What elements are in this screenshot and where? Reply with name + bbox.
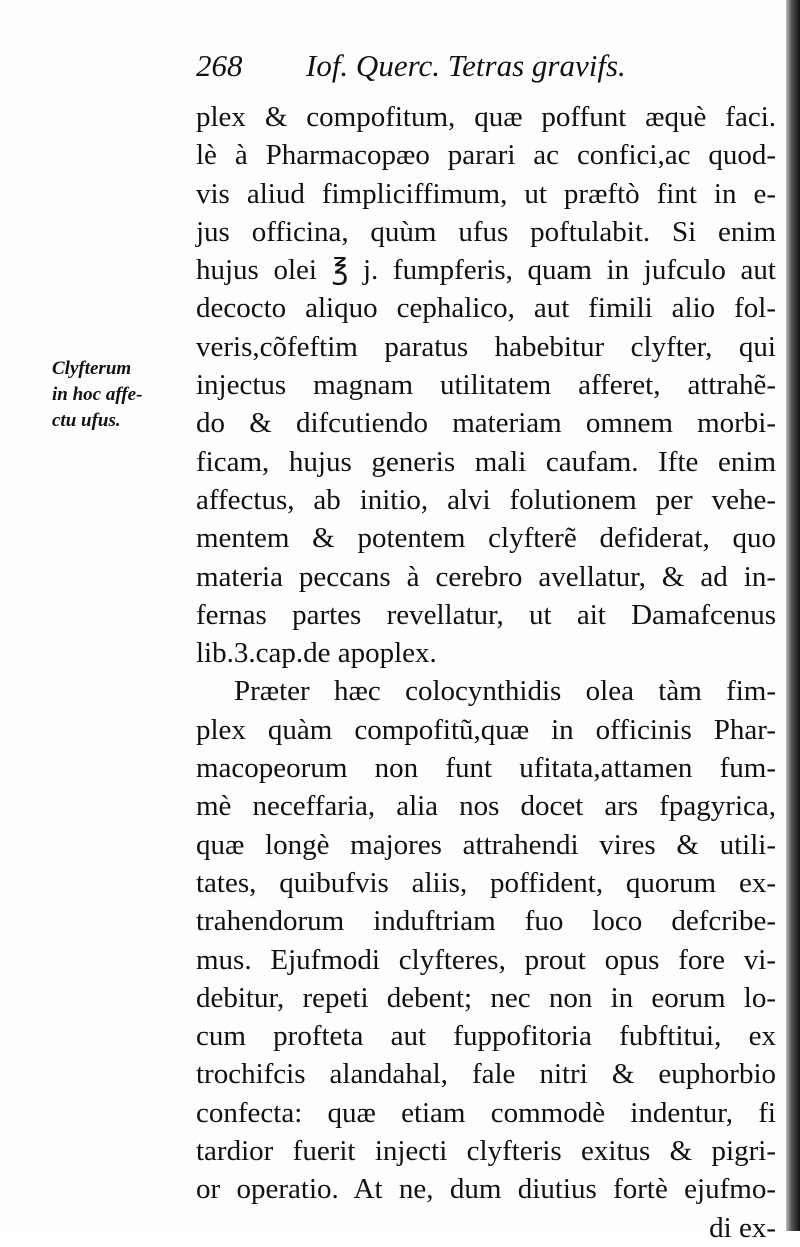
text-line: decocto aliquo cephalico, aut fimili alio fol- [196, 292, 776, 325]
text-line: mus. Ejufmodi clyfteres, prout opus fore vi- [196, 943, 776, 976]
text-line: cum profteta aut fuppofitoria fubftitui, ex [196, 1020, 776, 1053]
text-line: injectus magnam utilitatem afferet, attrahẽ- [196, 369, 776, 402]
catchword: di ex- [709, 1211, 776, 1244]
text-line: trochifcis alandahal, fale nitri & euphorbio [196, 1058, 776, 1091]
text-line: plex quàm compofitũ,quæ in officinis Phar- [196, 713, 776, 746]
text-line: lib.3.cap.de apoplex. [196, 637, 437, 670]
text-line: do & difcutiendo materiam omnem morbi- [196, 407, 776, 440]
text-line: ficam, hujus generis mali caufam. Ifte enim [196, 445, 776, 478]
text-line: macopeorum non funt ufitata,attamen fum- [196, 752, 776, 785]
running-title: Iof. Querc. Tetras gravifs. [306, 48, 626, 83]
text-line: affectus, ab initio, alvi folutionem per vehe- [196, 483, 776, 516]
text-line: debitur, repeti debent; nec non in eorum lo- [196, 981, 776, 1014]
page-header [196, 46, 716, 86]
text-line: trahendorum induftriam fuo loco defcribe- [196, 905, 776, 938]
text-line: Præter hæc colocynthidis olea tàm fim- [234, 675, 776, 708]
margin-note-line: Clyfterum [52, 358, 132, 379]
text-line: tardior fuerit injecti clyfteris exitus & pigri- [196, 1135, 776, 1168]
text-line: veris,cõfeftim paratus habebitur clyfter, qui [196, 330, 776, 363]
text-line: materia peccans à cerebro avellatur, & ad in- [196, 560, 776, 593]
text-line: hujus olei ℥ j. fumpferis, quam in jufculo aut [196, 254, 776, 287]
margin-note [52, 356, 182, 434]
margin-note-line: in hoc affe- [52, 384, 143, 405]
page-number: 268 [196, 48, 243, 83]
text-line: lè à Pharmacopæo parari ac confici,ac quod- [196, 139, 776, 172]
text-line: tates, quibufvis aliis, poffident, quorum ex- [196, 866, 776, 899]
margin-note-line: ctu ufus. [52, 410, 121, 431]
text-line: quæ longè majores attrahendi vires & utili- [196, 828, 776, 861]
text-line: jus officina, quùm ufus poftulabit. Si enim [196, 215, 776, 248]
text-line: vis aliud fimpliciffimum, ut præftò fint in e- [196, 177, 776, 210]
text-line: or operatio. At ne, dum diutius fortè ejufmo- [196, 1173, 776, 1206]
text-line: mentem & potentem clyfterẽ defiderat, quo [196, 522, 776, 555]
text-line: plex & compofitum, quæ poffunt æquè faci. [196, 101, 776, 133]
text-line: confecta: quæ etiam commodè indentur, fi [196, 1096, 776, 1129]
text-line: mè neceffaria, alia nos docet ars fpagyrica, [196, 790, 776, 823]
body-text [196, 98, 776, 1247]
binding-edge [786, 0, 800, 1231]
text-line: fernas partes revellatur, ut ait Damafcenus [196, 598, 776, 631]
